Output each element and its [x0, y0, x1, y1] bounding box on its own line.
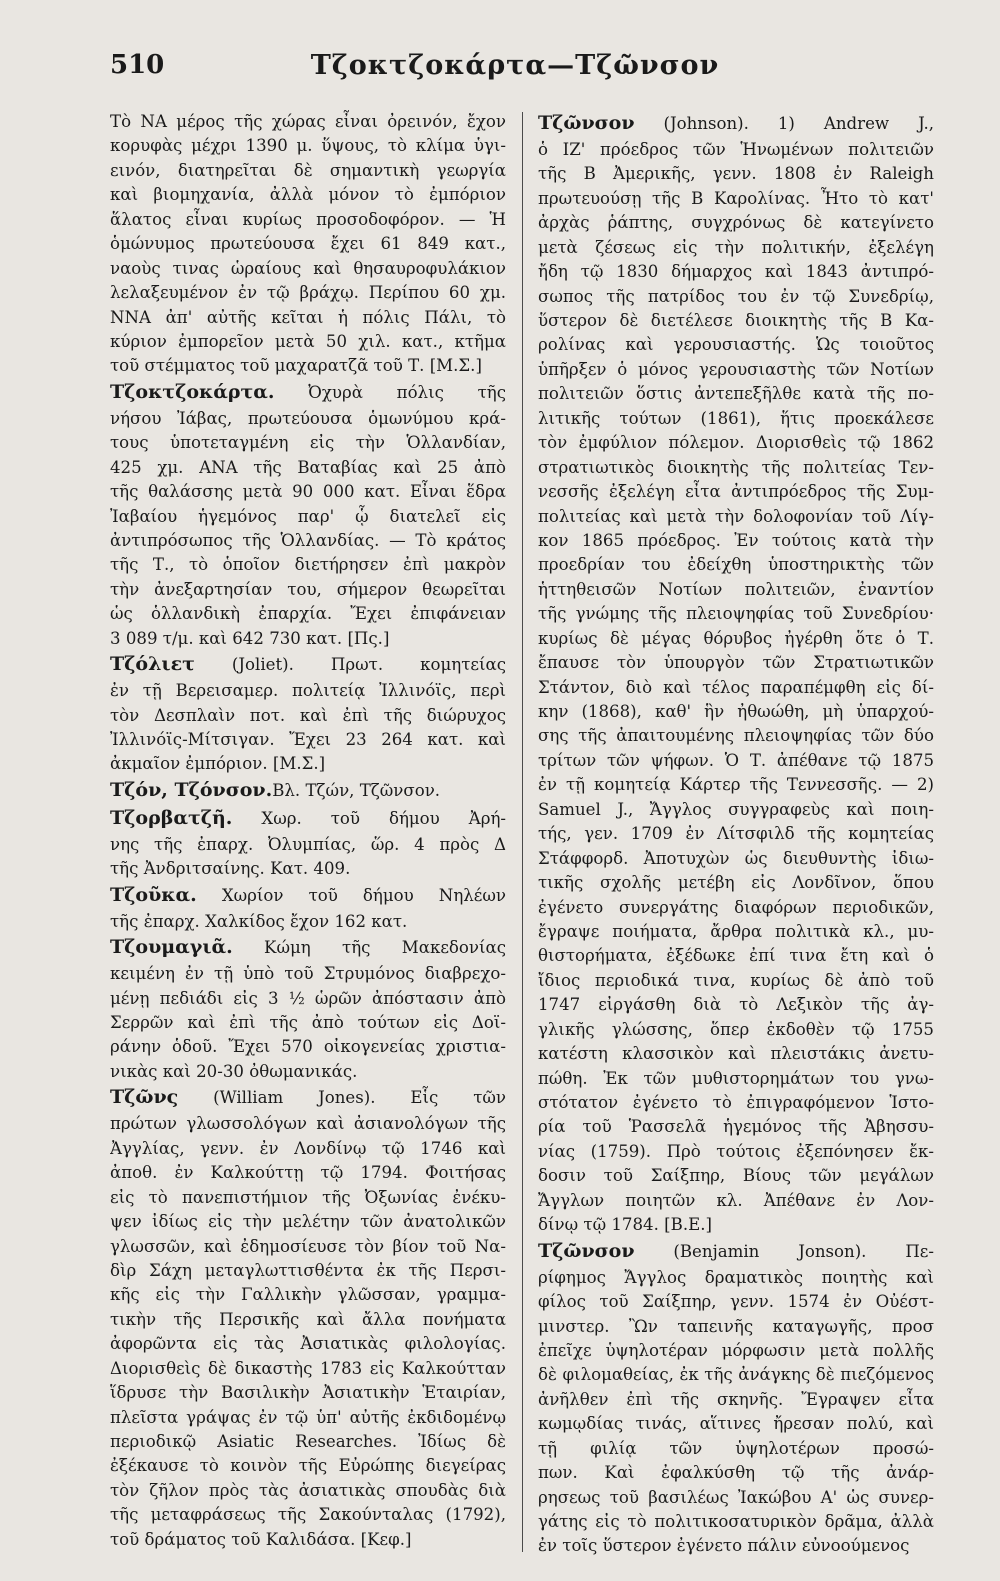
entry-headword: Τζῶνς: [110, 1086, 179, 1109]
entry-line: τικῆς σχολῆς μετέβη εἰς Λονδῖνον, ὅπου: [538, 873, 934, 893]
entry-line: κην (1868), καθ' ἣν ἠθωώθη, μὴ ὑπαρχού-: [538, 702, 934, 722]
entry-line: ἀκμαῖον ἐμπόριον. [Μ.Σ.]: [110, 754, 326, 774]
entry-line: ψεν ἰδίως εἰς τὴν μελέτην τῶν ἀνατολικῶν: [110, 1212, 506, 1232]
entry-line: [110, 777, 506, 805]
entry-line: Samuel J., Ἄγγλος συγγραφεὺς καὶ ποιη-: [538, 799, 934, 819]
entry-line: σωπος τῆς πατρίδος του ἐν τῷ Συνεδρίῳ,: [538, 286, 934, 306]
entry-line: νεσσῆς ἐξελέγη εἶτα ἀντιπρόεδρος τῆς Συμ-: [538, 482, 934, 502]
entry-line: ἴδιος περιοδικά τινα, κυρίως δὲ ἀπὸ τοῦ: [538, 970, 934, 990]
entry-line: περιοδικῷ Asiatic Researches. Ἰδίως δὲ: [110, 1432, 506, 1452]
entry-line: τῇ φιλίᾳ τῶν ὑψηλοτέρων προσώ-: [538, 1438, 934, 1458]
entry-line: καὶ βιομηχανία, ἀλλὰ μόνον τὸ ἐμπόριον: [110, 185, 506, 205]
entry-line: ἐγένετο συνεργάτης διαφόρων περιοδικῶν,: [538, 897, 934, 917]
entry-line: ἐξέκαυσε τὸ κοινὸν τῆς Εὐρώπης διεγείρας: [110, 1456, 506, 1476]
entry-line: τὸν ζῆλον πρὸς τὰς ἀσιατικὰς σπουδὰς διὰ: [110, 1480, 506, 1500]
entry-headword: Τζόν, Τζόνσον.: [110, 778, 273, 801]
entry-line: λιτικῆς τούτων (1861), ἥτις προεκάλεσε: [538, 408, 934, 428]
entry-line: σης τῆς ἀπαιτουμένης πλειοψηφίας τῶν δύο: [538, 726, 934, 746]
entry-line: τῆς γνώμης τῆς πλειοψηφίας τοῦ Συνεδρίου·: [538, 604, 934, 624]
entry-text: Βλ. Τζών, Τζῶνσον.: [272, 780, 441, 800]
dictionary-entry: [110, 777, 506, 805]
entry-line: [110, 805, 506, 833]
entry-line: τῆς Β Ἀμερικῆς, γενν. 1808 ἐν Raleigh: [538, 164, 934, 184]
entry-line: προεδρίαν του ἐδείχθη ὑποστηρικτὴς τῶν: [538, 555, 934, 575]
entry-line: ἡττηθεισῶν Νοτίων πολιτειῶν, ἐναντίον: [538, 579, 934, 599]
entry-line: ρία τοῦ Ῥασσελᾶ ἡγεμόνος τῆς Ἀβησσυ-: [538, 1117, 934, 1137]
entry-headword: Τζῶνσον: [538, 112, 635, 134]
entry-line: μινστερ. Ὢν ταπεινῆς καταγωγῆς, προσ: [538, 1316, 934, 1336]
entry-text: (Benjamin Jonson). Πε-: [634, 1241, 934, 1261]
entry-line: τικὴν τῆς Περσικῆς καὶ ἄλλα πονήματα: [110, 1309, 506, 1329]
entry-line: κατέστη κλασσικὸν καὶ πλειστάκις ἀνετυ-: [538, 1044, 934, 1064]
entry-line: τὸν Δεσπλαὶν ποτ. καὶ ἐπὶ τῆς διώρυχος: [110, 705, 506, 725]
entry-line: τῆς μεταφράσεως τῆς Σακούνταλας (1792),: [110, 1505, 506, 1525]
entry-line: Ἰλλινόϊς-Μίτσιγαν. Ἔχει 23 264 κατ. καὶ: [110, 730, 506, 750]
entry-line: ρίφημος Ἄγγλος δραματικὸς ποιητὴς καὶ: [538, 1267, 934, 1287]
dictionary-entry: [110, 379, 506, 651]
dictionary-entry: [110, 110, 506, 379]
entry-line: τους ὑποτεταγμένη εἰς τὴν Ὁλλανδίαν,: [110, 433, 506, 453]
entry-line: ἀντιπρόσωπος τῆς Ὁλλανδίας. — Τὸ κράτος: [110, 530, 506, 550]
entry-line: ἐν τοῖς ὕστερον ἐγένετο πάλιν εὐνοούμενος: [538, 1536, 910, 1556]
entry-line: ἔπαυσε τὸν ὑπουργὸν τῶν Στρατιωτικῶν: [538, 653, 934, 673]
dictionary-entry: [110, 651, 506, 777]
entry-line: [110, 651, 506, 679]
entry-line: ὁ ΙΖ' πρόεδρος τῶν Ἡνωμένων πολιτειῶν: [538, 139, 934, 159]
entry-line: ἵδρυσε τὴν Βασιλικὴν Ἀσιατικὴν Ἑταιρίαν,: [110, 1383, 506, 1403]
entry-line: νης τῆς ἐπαρχ. Ὀλυμπίας, ὥρ. 4 πρὸς Δ: [110, 834, 506, 854]
entry-line: δίνῳ τῷ 1784. [Β.Ε.]: [538, 1215, 712, 1235]
entry-line: λελαξευμένον ἐν τῷ βράχῳ. Περίπου 60 χμ.: [110, 283, 506, 303]
entry-line: δὶρ Σάχη μεταγλωττισθέντα ἐκ τῆς Περσι-: [110, 1260, 506, 1280]
entry-line: ράνην ὁδοῦ. Ἔχει 570 οἰκογενείας χριστια-: [110, 1037, 506, 1057]
entry-line: τῆς Ἀνδριτσαίνης. Κατ. 409.: [110, 859, 351, 879]
entry-line: νίας (1759). Πρὸ τούτοις ἐξεπόνησεν ἔκ-: [538, 1141, 934, 1161]
entry-line: Στάφφορδ. Ἀποτυχὼν ὡς διευθυντὴς ἰδιω-: [538, 848, 934, 868]
entry-line: ἅλατος εἶναι κυρίως προσοδοφόρον. — Ἡ: [110, 209, 506, 229]
entry-line: τὸν ἐμφύλιον πόλεμον. Διορισθεὶς τῷ 1862: [538, 433, 934, 453]
entry-line: ἔγραψε ποιήματα, ἄρθρα πολιτικὰ κλ., μυ-: [538, 921, 934, 941]
entry-line: τῆς ἐπαρχ. Χαλκίδος ἔχον 162 κατ.: [110, 911, 408, 931]
entry-line: ἐν τῇ κομητείᾳ Κάρτερ τῆς Τεννεσσῆς. — 2): [538, 775, 934, 795]
entry-line: Ἰαβαίου ἡγεμόνος παρ' ᾧ διατελεῖ εἰς: [110, 506, 506, 526]
entry-line: γλικῆς γλώσσης, ὅπερ ἐκδοθὲν τῷ 1755: [538, 1019, 934, 1039]
entry-line: εινόν, διατηρεῖται δὲ σημαντικὴ γεωργία: [110, 160, 506, 180]
entry-line: νικὰς καὶ 20-30 ὀθωμανικάς.: [110, 1061, 358, 1081]
entry-line: Σερρῶν καὶ ἐπὶ τῆς ἀπὸ τούτων εἰς Δοϊ-: [110, 1013, 506, 1033]
entry-line: τὴν ἀνεξαρτησίαν του, σήμερον θεωρεῖται: [110, 579, 506, 599]
entry-line: Τὸ ΝΑ μέρος τῆς χώρας εἶναι ὀρεινόν, ἔχον: [110, 112, 506, 131]
entry-line: τοῦ δράματος τοῦ Καλιδάσα. [Κεφ.]: [110, 1529, 412, 1549]
entry-line: τοῦ στέμματος τοῦ μαχαρατζᾶ τοῦ Τ. [Μ.Σ.]: [110, 356, 482, 376]
left-column: [110, 110, 506, 1552]
dictionary-entry: [538, 1238, 934, 1559]
entry-line: κῆς εἰς τὴν Γαλλικὴν γλῶσσαν, γραμμα-: [110, 1285, 506, 1305]
dictionary-entry: [110, 1084, 506, 1552]
entry-line: ρολίνας καὶ γερουσιαστής. Ὡς τοιοῦτος: [538, 335, 934, 355]
entry-line: μετὰ ζέσεως εἰς τὴν πολιτικήν, ἐξελέγη: [538, 237, 934, 257]
entry-line: κωμῳδίας τινάς, αἵτινες ἤρεσαν πολύ, καὶ: [538, 1414, 934, 1434]
entry-line: ἀνῆλθεν ἐπὶ τῆς σκηνῆς. Ἔγραψεν εἶτα: [538, 1389, 934, 1409]
entry-headword: Τζόλιετ: [110, 653, 195, 676]
entry-headword: Τζουμαγιᾶ.: [110, 936, 233, 959]
entry-line: πολιτειῶν ὅστις ἀντεπεξῆλθε κατὰ τῆς πο-: [538, 384, 934, 404]
entry-line: ρησεως τοῦ βασιλέως Ἰακώβου Α' ὡς συνερ-: [538, 1487, 934, 1507]
entry-line: πλεῖστα γράψας ἐν τῷ ὑπ' αὐτῆς ἐκδιδομένῳ: [110, 1407, 506, 1427]
entry-line: γλωσσῶν, καὶ ἐδημοσίευσε τὸν βίον τοῦ Να-: [110, 1236, 506, 1256]
entry-line: κυρίως δὲ μέγας θόρυβος ἠγέρθη ὅτε ὁ Τ.: [538, 628, 934, 648]
entry-line: γάτης εἰς τὸ πολιτικοσατυρικὸν δρᾶμα, ἀλλὰ: [538, 1512, 934, 1532]
entry-headword: Τζῶνσον: [538, 1239, 635, 1262]
entry-line: κύριον ἐμπορεῖον μετὰ 50 χιλ. κατ., κτῆμα: [110, 331, 506, 351]
entry-line: 1747 εἰργάσθη διὰ τὸ Λεξικὸν τῆς ἀγ-: [538, 995, 934, 1015]
entry-text: Χωρ. τοῦ δήμου Ἀρή-: [232, 808, 506, 828]
entry-line: τῆς Τ., τὸ ὁποῖον διετήρησεν ἐπὶ μακρὸν: [110, 555, 506, 575]
dictionary-entry: [110, 805, 506, 882]
dictionary-entry: [110, 934, 506, 1084]
entry-line: Ἄγγλων ποιητῶν κλ. Ἀπέθανε ἐν Λον-: [538, 1190, 934, 1210]
entry-line: δὲ φιλομαθείας, ἐκ τῆς ἀνάγκης δὲ πιεζόμενος: [538, 1365, 934, 1385]
entry-line: [110, 1084, 506, 1112]
entry-line: τής, γεν. 1709 ἐν Λίτσφιλδ τῆς κομητείας: [538, 824, 934, 844]
entry-line: ἀρχὰς ῥάπτης, συγχρόνως δὲ κατεγίνετο: [538, 213, 934, 233]
entry-line: πρωτευούσῃ τῆς Β Καρολίνας. Ἦτο τὸ κατ': [538, 188, 934, 208]
entry-text: (William Jones). Εἷς τῶν: [178, 1088, 506, 1108]
entry-line: ΝΝΑ ἀπ' αὐτῆς κεῖται ἡ πόλις Πάλι, τὸ: [110, 307, 506, 327]
entry-line: στότατον ἐγένετο τὸ ἐπιγραφόμενον Ἱστο-: [538, 1093, 934, 1113]
entry-text: (Johnson). 1) Andrew J.,: [634, 114, 934, 133]
entry-line: 3 089 τ/μ. καὶ 642 730 κατ. [Πς.]: [110, 628, 390, 648]
entry-line: 425 χμ. ΑΝΑ τῆς Βαταβίας καὶ 25 ἀπὸ: [110, 457, 506, 477]
entry-line: [538, 110, 934, 138]
entry-line: ἀποθ. ἐν Καλκούττῃ τῷ 1794. Φοιτήσας: [110, 1163, 506, 1183]
entry-line: ὁμώνυμος πρωτεύουσα ἔχει 61 849 κατ.,: [110, 234, 506, 254]
entry-line: κειμένη ἐν τῇ ὑπὸ τοῦ Στρυμόνος διαβρεχο-: [110, 964, 506, 984]
column-rule: [522, 112, 523, 1552]
entry-line: ὑπῆρξεν ὁ μόνος γερουσιαστὴς τῶν Νοτίων: [538, 359, 934, 379]
entry-headword: Τζορβατζῆ.: [110, 806, 233, 829]
entry-headword: Τζοῦκα.: [110, 883, 197, 906]
entry-line: θιστορήματα, ἐξέδωκε ἐπί τινα ἔτη καὶ ὁ: [538, 946, 934, 966]
entry-line: ἐπεῖχε ὑψηλοτέραν μόρφωσιν μετὰ πολλῆς: [538, 1340, 934, 1360]
entry-text: Ὀχυρὰ πόλις τῆς: [274, 382, 506, 402]
entry-line: δοσιν τοῦ Σαίξπηρ, Βίους τῶν μεγάλων: [538, 1166, 934, 1186]
entry-line: Διορισθεὶς δὲ δικαστὴς 1783 εἰς Καλκούτταν: [110, 1358, 506, 1378]
entry-headword: Τζοκτζοκάρτα.: [110, 380, 275, 403]
entry-line: Ἀγγλίας, γενν. ἐν Λονδίνῳ τῷ 1746 καὶ: [110, 1138, 506, 1158]
dictionary-entry: [538, 110, 934, 1238]
entry-line: κον 1865 πρόεδρος. Ἐν τούτοις κατὰ τὴν: [538, 530, 934, 550]
entry-line: νήσου Ἰάβας, πρωτεύουσα ὁμωνύμου κρά-: [110, 408, 506, 428]
entry-line: εἰς τὸ πανεπιστήμιον τῆς Ὀξωνίας ἐνέκυ-: [110, 1187, 506, 1207]
entry-line: φίλος τοῦ Σαίξπηρ, γενν. 1574 ἐν Οὐέστ-: [538, 1292, 934, 1312]
right-column: [538, 110, 934, 1559]
entry-line: πρώτων γλωσσολόγων καὶ ἀσιανολόγων τῆς: [110, 1114, 506, 1134]
running-title: Τζοκτζοκάρτα—Τζῶνσον: [310, 50, 720, 81]
entry-line: [110, 882, 506, 910]
entry-line: τῆς θαλάσσης μετὰ 90 000 κατ. Εἶναι ἕδρα: [110, 482, 506, 502]
entry-line: μένῃ πεδιάδι εἰς 3 ½ ὡρῶν ἀπόστασιν ἀπὸ: [110, 988, 506, 1008]
entry-line: [110, 934, 506, 962]
entry-text: (Joliet). Πρωτ. κομητείας: [194, 655, 506, 675]
entry-line: ἀφορῶντα εἰς τὰς Ἀσιατικὰς φιλολογίας.: [110, 1334, 506, 1354]
page-number: 510: [110, 50, 165, 80]
entry-line: [538, 1238, 934, 1266]
entry-line: πολιτείας καὶ μετὰ τὴν δολοφονίαν τοῦ Λίγ-: [538, 506, 934, 526]
page-header: [110, 50, 920, 90]
entry-line: ὕστερον δὲ διετέλεσε διοικητὴς τῆς Β Κα-: [538, 311, 934, 331]
entry-line: στρατιωτικὸς διοικητὴς τῆς πολιτείας Τεν-: [538, 457, 934, 477]
dictionary-entry: [110, 882, 506, 934]
entry-line: Στάντον, διὸ καὶ τέλος παραπέμφθη εἰς δί-: [538, 677, 934, 697]
entry-line: πώθη. Ἐκ τῶν μυθιστορημάτων του γνω-: [538, 1068, 934, 1088]
entry-line: πων. Καὶ ἐφαλκύσθη τῷ τῆς ἀνάρ-: [538, 1463, 934, 1483]
entry-line: κορυφὰς μέχρι 1390 μ. ὕψους, τὸ κλίμα ὑγι-: [110, 136, 506, 156]
entry-line: ἐν τῇ Βερεισαμερ. πολιτείᾳ Ἰλλινόϊς, περὶ: [110, 681, 506, 701]
entry-line: [110, 379, 506, 407]
entry-line: ναοὺς τινας ὡραίους καὶ θησαυροφυλάκιον: [110, 258, 506, 278]
entry-text: Κώμη τῆς Μακεδονίας: [232, 938, 506, 958]
entry-line: ἤδη τῷ 1830 δήμαρχος καὶ 1843 ἀντιπρό-: [538, 262, 934, 282]
entry-text: Χωρίον τοῦ δήμου Νηλέων: [196, 885, 506, 905]
entry-line: ὡς ὁλλανδικὴ ἐπαρχία. Ἔχει ἐπιφάνειαν: [110, 604, 506, 624]
entry-line: τρίτων τῶν ψήφων. Ὁ Τ. ἀπέθανε τῷ 1875: [538, 750, 934, 770]
